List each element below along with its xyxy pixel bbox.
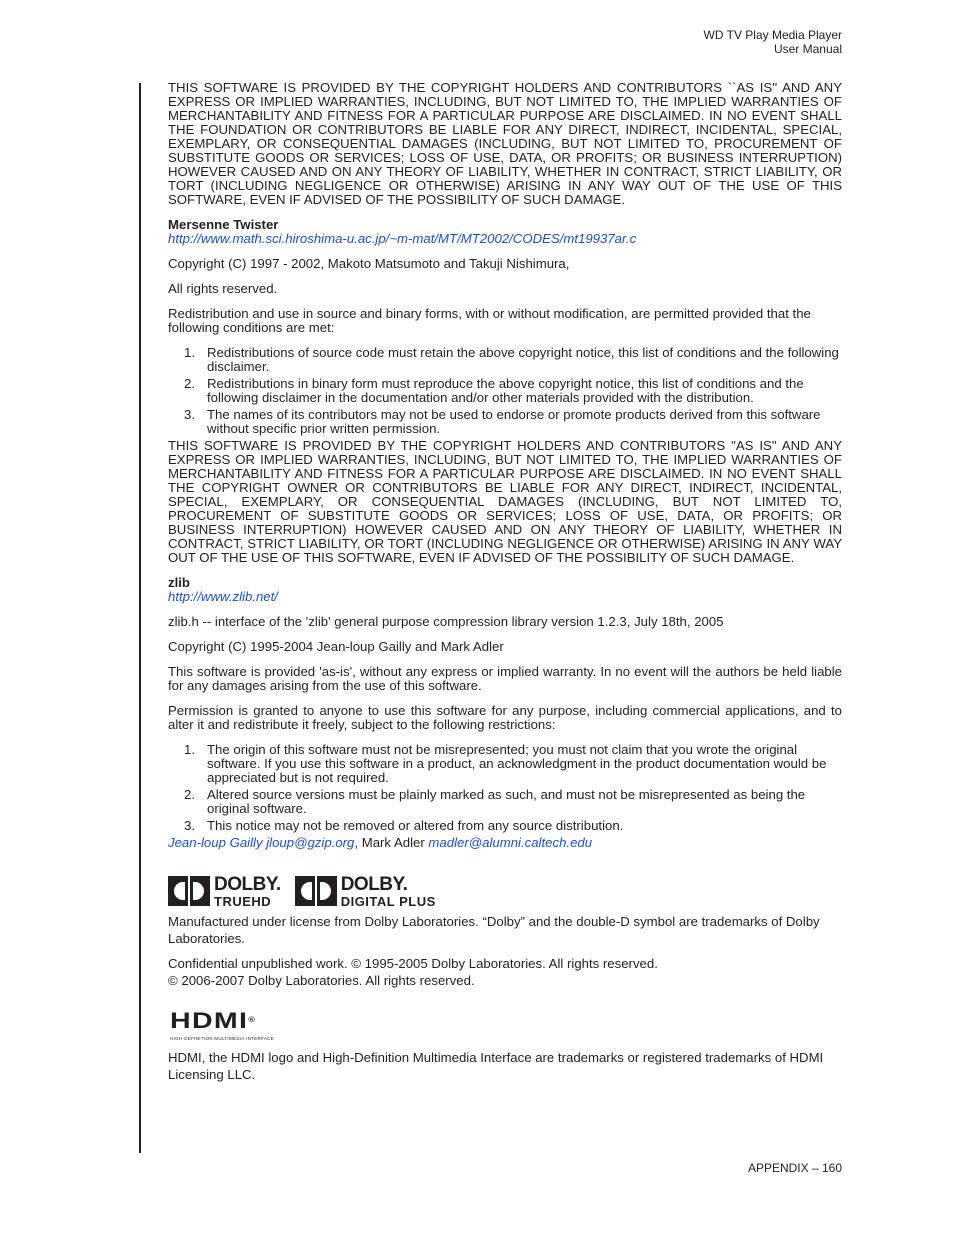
dolby-logos bbox=[168, 874, 842, 908]
mt-redistribution: Redistribution and use in source and binary forms, with or without modification, are permitted provided that the following conditions are met: bbox=[168, 306, 811, 335]
list-text: The names of its contributors may not be used to endorse or promote products derived from this software without specific prior written permission. bbox=[207, 407, 821, 436]
list-number: 1. bbox=[184, 742, 195, 757]
list-item bbox=[168, 788, 842, 816]
dolby-digital-plus-logo bbox=[295, 875, 436, 908]
list-number: 2. bbox=[184, 376, 195, 391]
margin-rule bbox=[139, 83, 141, 1153]
author-separator: , Mark Adler bbox=[354, 835, 429, 850]
list-text: Redistributions of source code must retain the above copyright notice, this list of conditions and the following disclaimer. bbox=[207, 345, 839, 374]
list-text: Redistributions in binary form must reproduce the above copyright notice, this list of conditions and the following disclaimer in the documentation and/or other materials provided with the distribution. bbox=[207, 376, 804, 405]
section-title: Mersenne Twister bbox=[168, 217, 279, 232]
dolby-confidential bbox=[168, 955, 842, 989]
running-header bbox=[704, 28, 843, 56]
page-number: 160 bbox=[821, 1161, 842, 1175]
logo-sub: TRUEHD bbox=[214, 893, 272, 909]
list-text: This notice may not be removed or altered from any source distribution. bbox=[207, 818, 624, 833]
list-number: 1. bbox=[184, 345, 195, 360]
zlib-copyright: Copyright (C) 1995-2004 Jean-loup Gailly and Mark Adler bbox=[168, 639, 504, 654]
hdmi-logo bbox=[170, 1008, 280, 1046]
mt-rights: All rights reserved. bbox=[168, 281, 278, 296]
zlib-link[interactable]: http://www.zlib.net/ bbox=[168, 589, 278, 604]
logo-word: DOLBY. bbox=[340, 873, 408, 895]
freetype-disclaimer: THIS SOFTWARE IS PROVIDED BY THE COPYRIGHT HOLDERS AND CONTRIBUTORS ``AS IS'' AND ANY EXPRESS OR IMPLIED WARRANTIES, INCLUDING, BUT NOT LIMITED TO, THE IMPLIED WARRANTIES OF MERCHANTABILITY AND FITNESS FOR A PARTICULAR PURPOSE ARE DISCLAIMED. IN NO EVENT SHALL THE FOUNDATION OR CONTRIBUTORS BE LIABLE FOR ANY DIRECT, INDIRECT, INCIDENTAL, SPECIAL, EXEMPLARY, OR CONSEQUENTIAL DAMAGES (INCLUDING, BUT NOT LIMITED TO, PROCUREMENT OF SUBSTITUTE GOODS OR SERVICES; LOSS OF USE, DATA, OR PROFITS; OR BUSINESS INTERRUPTION) HOWEVER CAUSED AND ON ANY THEORY OF LIABILITY, WHETHER IN CONTRACT, STRICT LIABILITY, OR TORT (INCLUDING NEGLIGENCE OR OTHERWISE) ARISING IN ANY WAY OUT OF THE USE OF THIS SOFTWARE, EVEN IF ADVISED OF THE POSSIBILITY OF SUCH DAMAGE. bbox=[168, 80, 842, 207]
page-content bbox=[168, 81, 842, 1094]
list-text: Altered source versions must be plainly marked as such, and must not be misrepresented as being the original software. bbox=[207, 787, 806, 816]
list-item bbox=[168, 743, 842, 785]
mt-conditions-list bbox=[168, 346, 842, 436]
list-item bbox=[168, 346, 842, 374]
hdmi-logo-word: HDMI® bbox=[170, 1008, 257, 1033]
list-item bbox=[168, 819, 842, 833]
footer-separator: – bbox=[808, 1161, 822, 1175]
zlib-restrictions-list bbox=[168, 743, 842, 833]
mt-disclaimer: THIS SOFTWARE IS PROVIDED BY THE COPYRIGHT HOLDERS AND CONTRIBUTORS "AS IS" AND ANY EXPRESS OR IMPLIED WARRANTIES, INCLUDING, BUT NOT LIMITED TO, THE IMPLIED WARRANTIES OF MERCHANTABILITY AND FITNESS FOR A PARTICULAR PURPOSE ARE DISCLAIMED. IN NO EVENT SHALL THE COPYRIGHT OWNER OR CONTRIBUTORS BE LIABLE FOR ANY DIRECT, INDIRECT, INCIDENTAL, SPECIAL, EXEMPLARY, OR CONSEQUENTIAL DAMAGES (INCLUDING, BUT NOT LIMITED TO, PROCUREMENT OF SUBSTITUTE GOODS OR SERVICES; LOSS OF USE, DATA, OR PROFITS; OR BUSINESS INTERRUPTION) HOWEVER CAUSED AND ON ANY THEORY OF LIABILITY, WHETHER IN CONTRACT, STRICT LIABILITY, OR TORT (INCLUDING NEGLIGENCE OR OTHERWISE) ARISING IN ANY WAY OUT OF THE USE OF THIS SOFTWARE, EVEN IF ADVISED OF THE POSSIBILITY OF SUCH DAMAGE. bbox=[168, 438, 842, 565]
list-number: 3. bbox=[184, 407, 195, 422]
hdmi-logo-sub: HIGH-DEFINITION MULTIMEDIA INTERFACE bbox=[170, 1036, 274, 1041]
list-number: 3. bbox=[184, 818, 195, 833]
section-title: zlib bbox=[168, 575, 190, 590]
list-item bbox=[168, 408, 842, 436]
header-subtitle: User Manual bbox=[773, 42, 842, 56]
mt-copyright: Copyright (C) 1997 - 2002, Makoto Matsumoto and Takuji Nishimura, bbox=[168, 256, 570, 271]
double-d-icon bbox=[295, 876, 337, 906]
dolby-truehd-logo bbox=[168, 875, 281, 908]
double-d-icon bbox=[168, 876, 210, 906]
logo-sub: DIGITAL PLUS bbox=[340, 893, 436, 909]
zlib-permission: Permission is granted to anyone to use this software for any purpose, including commercial applications, and to alter it and redistribute it freely, subject to the following restrictions: bbox=[168, 703, 842, 732]
logo-word: DOLBY. bbox=[214, 873, 281, 895]
list-number: 2. bbox=[184, 787, 195, 802]
zlib-authors bbox=[168, 836, 842, 850]
page-footer bbox=[748, 1161, 842, 1175]
dolby-confidential-line1: Confidential unpublished work. © 1995-2005 Dolby Laboratories. All rights reserved. bbox=[168, 956, 658, 971]
mersenne-twister-heading bbox=[168, 218, 842, 246]
list-text: The origin of this software must not be misrepresented; you must not claim that you wrote the original software. If you use this software in a product, an acknowledgment in the product documentation would be appreciated but is not required. bbox=[207, 742, 827, 785]
author1-link[interactable]: Jean-loup Gailly jloup@gzip.org bbox=[168, 835, 355, 850]
mt-link[interactable]: http://www.math.sci.hiroshima-u.ac.jp/~m-mat/MT/MT2002/CODES/mt19937ar.c bbox=[168, 231, 637, 246]
footer-section: APPENDIX bbox=[747, 1161, 809, 1175]
zlib-heading bbox=[168, 576, 842, 604]
hdmi-trademark: HDMI, the HDMI logo and High-Definition Multimedia Interface are trademarks or registered trademarks of HDMI Licensing LLC. bbox=[168, 1050, 824, 1082]
list-item bbox=[168, 377, 842, 405]
zlib-intro: zlib.h -- interface of the 'zlib' general purpose compression library version 1.2.3, July 18th, 2005 bbox=[168, 614, 724, 629]
zlib-asis: This software is provided 'as-is', without any express or implied warranty. In no event will the authors be held liable for any damages arising from the use of this software. bbox=[168, 664, 842, 693]
header-title: WD TV Play Media Player bbox=[703, 28, 842, 42]
author2-link[interactable]: madler@alumni.caltech.edu bbox=[428, 835, 593, 850]
dolby-confidential-line2: © 2006-2007 Dolby Laboratories. All rights reserved. bbox=[168, 973, 475, 988]
dolby-license: Manufactured under license from Dolby Laboratories. “Dolby” and the double-D symbol are trademarks of Dolby Laboratories. bbox=[168, 914, 820, 946]
